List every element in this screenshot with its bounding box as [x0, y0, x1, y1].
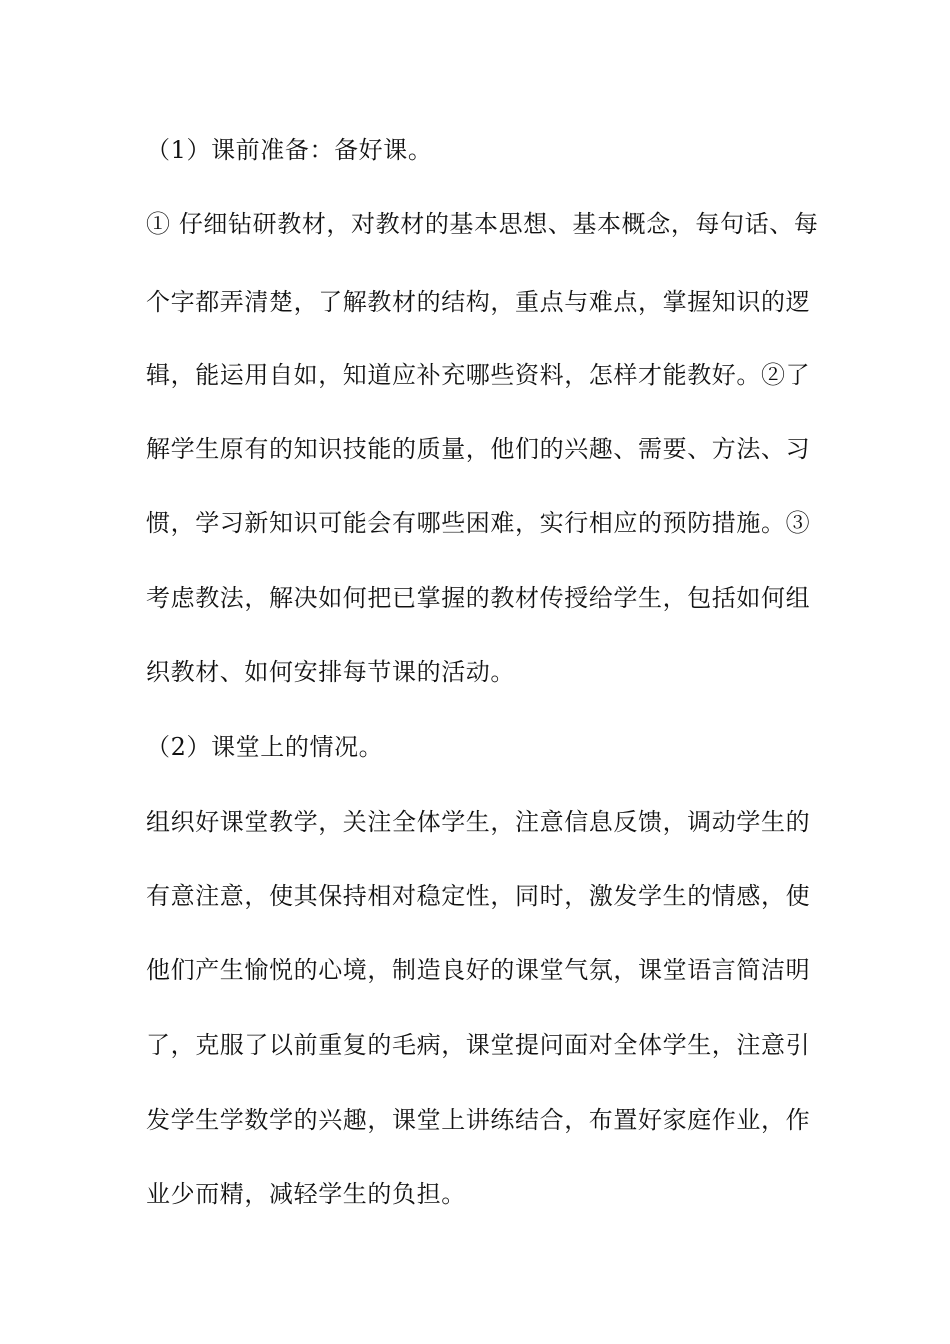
- section-2-line-3: 他们产生愉悦的心境，制造良好的课堂气氛，课堂语言简洁明: [146, 956, 811, 984]
- section-1-line-2: 个字都弄清楚，了解教材的结构，重点与难点，掌握知识的逻: [146, 288, 811, 316]
- section-2-line-1: 组织好课堂教学，关注全体学生，注意信息反馈，调动学生的: [146, 808, 811, 836]
- section-1-line-3: 辑，能运用自如，知道应补充哪些资料，怎样才能教好。②了: [146, 361, 811, 389]
- section-2-line-6: 业少而精，减轻学生的负担。: [146, 1180, 466, 1208]
- section-2-heading: （2）课堂上的情况。: [146, 733, 384, 761]
- section-1-line-6: 考虑教法，解决如何把已掌握的教材传授给学生，包括如何组: [146, 584, 811, 612]
- section-1-line-4: 解学生原有的知识技能的质量，他们的兴趣、需要、方法、习: [146, 435, 811, 463]
- section-2-line-2: 有意注意，使其保持相对稳定性，同时，激发学生的情感，使: [146, 882, 811, 910]
- section-1-heading: （1）课前准备：备好课。: [146, 136, 433, 164]
- section-2-line-4: 了，克服了以前重复的毛病，课堂提问面对全体学生，注意引: [146, 1031, 811, 1059]
- section-1-line-5: 惯，学习新知识可能会有哪些困难，实行相应的预防措施。③: [146, 509, 811, 537]
- section-1-line-7: 织教材、如何安排每节课的活动。: [146, 658, 515, 686]
- section-1-line-1: ① 仔细钻研教材，对教材的基本思想、基本概念，每句话、每: [146, 210, 819, 238]
- section-2-line-5: 发学生学数学的兴趣，课堂上讲练结合，布置好家庭作业，作: [146, 1106, 811, 1134]
